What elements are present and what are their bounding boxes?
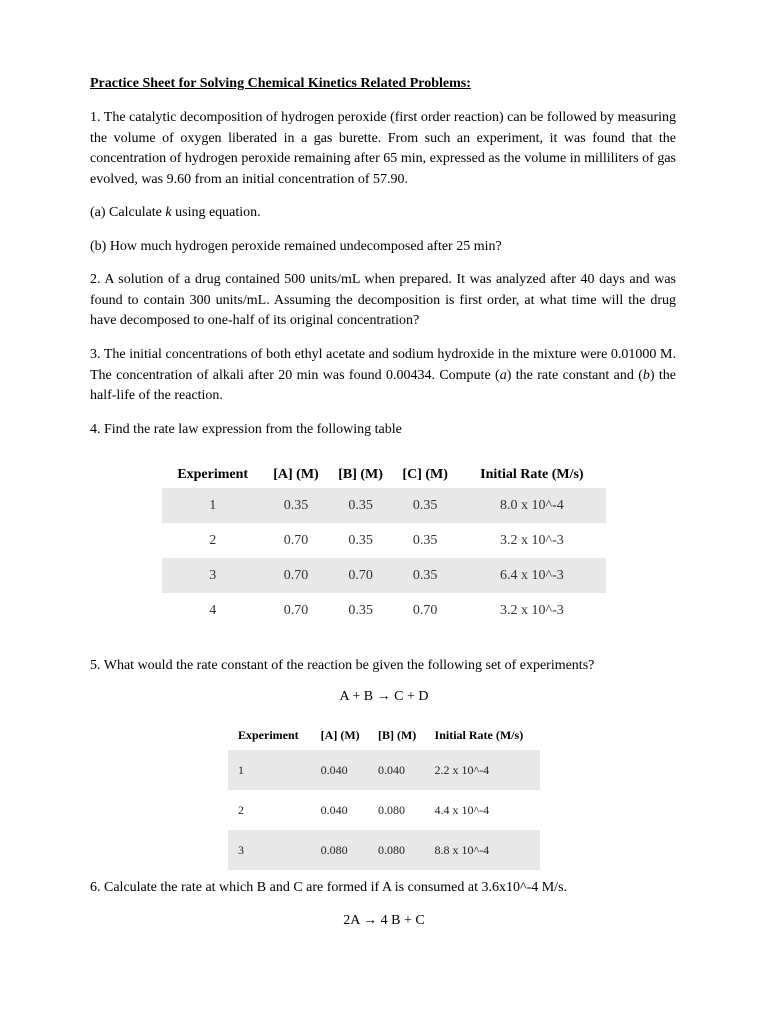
table-cell: 0.70 bbox=[283, 532, 309, 548]
table-row bbox=[228, 750, 540, 790]
table-cell: 1 bbox=[228, 750, 311, 790]
question-3-post: ) the half-life of the reaction. bbox=[90, 367, 677, 403]
table-cell: 0.70 bbox=[412, 602, 438, 618]
table-header: Experiment bbox=[177, 467, 249, 482]
page-title: Practice Sheet for Solving Chemical Kinetics Related Problems: bbox=[90, 76, 471, 91]
question-3-b: b bbox=[642, 367, 650, 383]
table-row bbox=[162, 488, 606, 523]
table-cell: 0.35 bbox=[393, 488, 458, 523]
question-1: 1. The catalytic decomposition of hydrogen peroxide (first order reaction) can be followed by measuring the volume of oxygen liberated in a gas burette. From such an experiment, it was found that the concentration of hydrogen peroxide remaining after 65 min, expressed as the volume in milliliters of gas evolved, was 9.60 from an initial concentration of 57.90. bbox=[90, 110, 676, 187]
table-header: Initial Rate (M/s) bbox=[434, 727, 524, 742]
table-header: [A] (M) bbox=[273, 467, 319, 482]
question-3-pre: 3. The initial concentrations of both ethyl acetate and sodium hydroxide in the mixture were 0.01000 M. The concentration of alkali after 20 min was found 0.00434. Compute ( bbox=[90, 347, 676, 383]
table-cell: 8.0 x 10^-4 bbox=[458, 488, 606, 523]
question-1a bbox=[90, 203, 676, 224]
table-cell: 0.35 bbox=[348, 532, 373, 548]
table-header: [C] (M) bbox=[402, 467, 448, 482]
table-cell: 8.8 x 10^-4 bbox=[425, 830, 540, 870]
table-header: [B] (M) bbox=[338, 467, 383, 482]
table-cell: 3 bbox=[162, 558, 263, 593]
table-cell: 0.080 bbox=[311, 830, 368, 870]
rate-table-2 bbox=[228, 720, 540, 870]
question-1a-post: using equation. bbox=[171, 205, 261, 220]
question-4: 4. Find the rate law expression from the following table bbox=[90, 422, 402, 437]
question-3 bbox=[90, 345, 676, 407]
table-header: [A] (M) bbox=[320, 727, 360, 742]
table-cell: 2.2 x 10^-4 bbox=[425, 750, 540, 790]
rate-table-1 bbox=[162, 462, 606, 628]
table-cell: 0.040 bbox=[320, 802, 348, 817]
table-header: Experiment bbox=[238, 727, 299, 742]
table-cell: 0.35 bbox=[329, 488, 393, 523]
table-row bbox=[228, 790, 540, 830]
table-cell: 0.080 bbox=[377, 802, 405, 817]
table-cell: 0.70 bbox=[283, 602, 309, 618]
table-cell: 3 bbox=[228, 830, 311, 870]
table-cell: 0.040 bbox=[311, 750, 368, 790]
table-cell: 6.4 x 10^-3 bbox=[458, 558, 606, 593]
table-cell: 0.70 bbox=[263, 558, 328, 593]
table-cell: 0.70 bbox=[329, 558, 393, 593]
table-cell: 0.080 bbox=[368, 830, 425, 870]
table-cell: 0.35 bbox=[263, 488, 328, 523]
table-row bbox=[162, 593, 606, 628]
table-header-row bbox=[162, 462, 606, 488]
equation-5: A + B → C + D bbox=[339, 689, 429, 704]
table-row bbox=[162, 523, 606, 558]
equation-6: 2A → 4 B + C bbox=[343, 913, 425, 928]
table-header: [B] (M) bbox=[377, 727, 417, 742]
table-cell: 2 bbox=[238, 802, 244, 817]
table-row bbox=[162, 558, 606, 593]
question-3-a: a bbox=[499, 367, 507, 383]
table-cell: 0.35 bbox=[393, 558, 458, 593]
table-cell: 3.2 x 10^-3 bbox=[500, 602, 564, 618]
table-row bbox=[228, 830, 540, 870]
table-cell: 0.35 bbox=[348, 602, 373, 618]
question-3-mid: ) the rate constant and ( bbox=[506, 367, 643, 383]
table-cell: 3.2 x 10^-3 bbox=[500, 532, 564, 548]
table-header: Initial Rate (M/s) bbox=[480, 467, 584, 482]
table-header-row bbox=[228, 720, 540, 750]
table-cell: 0.040 bbox=[368, 750, 425, 790]
table-cell: 2 bbox=[209, 532, 217, 548]
question-2: 2. A solution of a drug contained 500 units/mL when prepared. It was analyzed after 40 days and was found to contain 300 units/mL. Assuming the decomposition is first order, at what time will the drug have decomposed to one-half of its original concentration? bbox=[90, 272, 676, 328]
table-cell: 0.35 bbox=[412, 532, 438, 548]
question-5: 5. What would the rate constant of the reaction be given the following set of experiments? bbox=[90, 658, 595, 673]
table-cell: 1 bbox=[162, 488, 263, 523]
table-cell: 4 bbox=[209, 602, 217, 618]
question-6: 6. Calculate the rate at which B and C are formed if A is consumed at 3.6x10^-4 M/s. bbox=[90, 880, 568, 895]
question-1b: (b) How much hydrogen peroxide remained undecomposed after 25 min? bbox=[90, 239, 502, 254]
question-1a-var: k bbox=[165, 205, 172, 220]
table-cell: 4.4 x 10^-4 bbox=[434, 802, 490, 817]
question-1a-pre: (a) Calculate bbox=[90, 205, 166, 220]
